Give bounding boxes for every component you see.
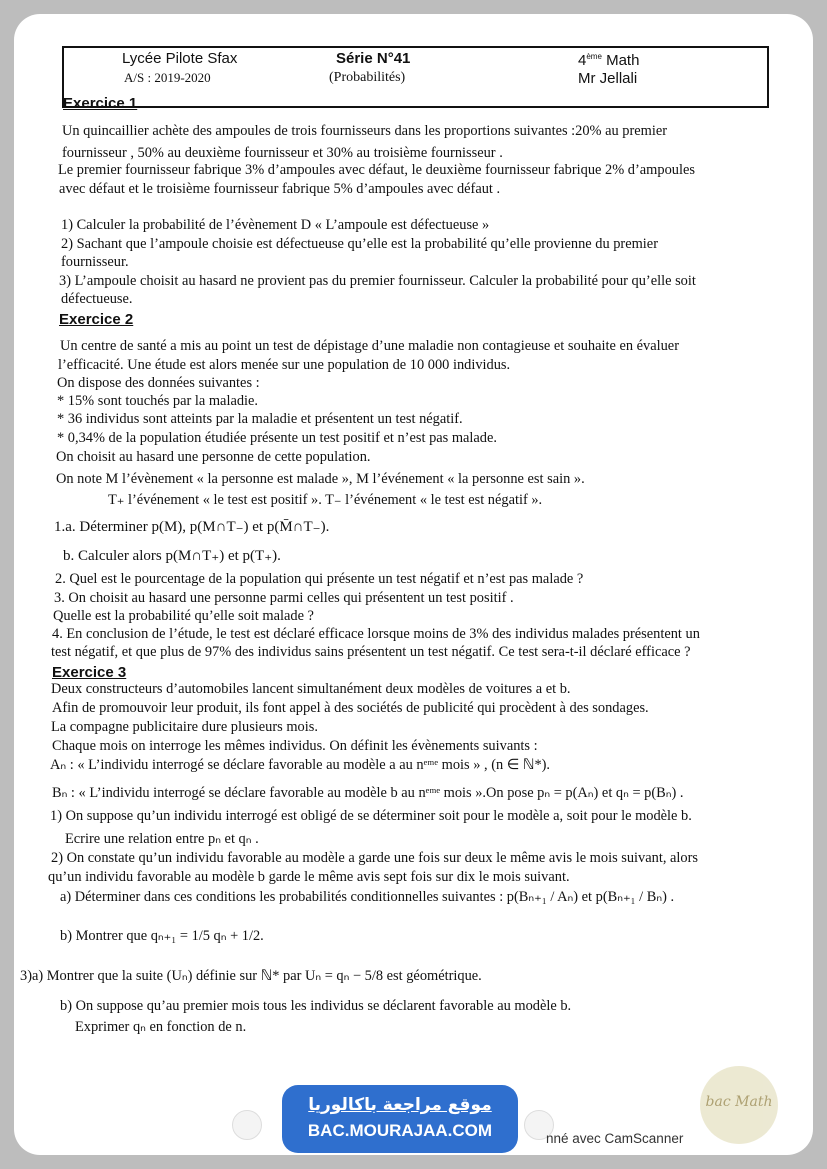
ex1-line: avec défaut et le troisième fournisseur fabrique 5% d’ampoules avec défaut . [59,181,501,197]
ex2-line: * 15% sont touchés par la maladie. [57,393,259,409]
ex3-line: Chaque mois on interroge les mêmes individus. On définit les évènements suivants : [52,738,538,754]
ex3-line: Exprimer qₙ en fonction de n. [75,1019,247,1035]
ex2-line: 3. On choisit au hasard une personne parmi celles qui présentent un test positif . [54,590,514,606]
ex1-line: défectueuse. [61,291,133,307]
site-name-arabic: موقع مراجعة باكالوريا [308,1095,492,1115]
ex3-line: La compagne publicitaire dure plusieurs mois. [51,719,318,735]
ex3-line: Aₙ : « L’individu interrogé se déclare favorable au modèle a au nᵉᵐᵉ mois » , (n ∈ ℕ*). [50,757,551,773]
site-url: BAC.MOURAJAA.COM [307,1121,493,1140]
ex2-line: * 0,34% de la population étudiée présente un test positif et n’est pas malade. [57,430,497,446]
ex1-line: 2) Sachant que l’ampoule choisie est défectueuse qu’elle est la probabilité qu’elle provienne du premier [61,236,658,252]
ex2-line: Quelle est la probabilité qu’elle soit malade ? [53,608,314,624]
ex2-line: 2. Quel est le pourcentage de la population qui présente un test négatif et n’est pas malade ? [55,571,584,587]
class-level: 4ème Math [578,52,640,69]
ex2-line: 4. En conclusion de l’étude, le test est déclaré efficace lorsque moins de 3% des individus malades présentent un [52,626,700,642]
series-number: Série N°41 [336,50,411,67]
ex2-line: On choisit au hasard une personne de cette population. [56,449,371,465]
header-box [62,46,769,108]
ex3-line: 2) On constate qu’un individu favorable au modèle a garde une fois sur deux le même avis le mois suivant, alors [51,850,699,866]
ex1-line: 1) Calculer la probabilité de l’évènement D « L’ampoule est défectueuse » [61,217,490,233]
ex3-line: Deux constructeurs d’automobiles lancent simultanément deux modèles de voitures a et b. [51,681,571,697]
ex2-line: test négatif, et que plus de 97% des individus sains présentent un test négatif. Ce test sera-t-il déclaré efficace ? [51,644,691,660]
ex3-line: b) Montrer que qₙ₊₁ = 1/5 qₙ + 1/2. [60,928,264,944]
book-logo-icon [232,1110,262,1140]
ex3-line: qu’un individu favorable au modèle b garde le même avis sept fois sur dix le mois suivant. [48,869,570,885]
exercise-1-title: Exercice 1 [63,95,138,112]
ex3-line: a) Déterminer dans ces conditions les probabilités conditionnelles suivantes : p(Bₙ₊₁ / Aₙ) et p(Bₙ₊₁ / Bₙ) . [60,889,675,905]
document-page [14,14,813,1155]
ex2-line: T₊ l’événement « le test est positif ». T₋ l’événement « le test est négatif ». [108,492,543,508]
ex3-line: Bₙ : « L’individu interrogé se déclare favorable au modèle b au nᵉᵐᵉ mois ».On pose pₙ = p(Aₙ) et qₙ = p(Bₙ) . [52,785,684,801]
ex2-line: Un centre de santé a mis au point un test de dépistage d’une maladie non contagieuse et souhaite en évaluer [60,338,679,354]
ex2-line: On dispose des données suivantes : [57,375,260,391]
ex1-line: fournisseur , 50% au deuxième fournisseur et 30% au troisième fournisseur . [62,145,503,161]
ex2-line: b. Calculer alors p(M∩T₊) et p(T₊). [63,548,281,564]
ex3-line: Afin de promouvoir leur produit, ils font appel à des sociétés de publicité qui procèdent à des sondages. [52,700,649,716]
exercise-3-title: Exercice 3 [52,664,127,681]
ex1-line: Un quincaillier achète des ampoules de trois fournisseurs dans les proportions suivantes :20% au premier [62,123,668,139]
ex3-line: 1) On suppose qu’un individu interrogé est obligé de se déterminer soit pour le modèle a, soit pour le modèle b. [50,808,692,824]
ex2-line: 1.a. Déterminer p(M), p(M∩T₋) et p(M̄∩T₋). [54,519,330,535]
ex1-line: Le premier fournisseur fabrique 3% d’ampoules avec défaut, le deuxième fournisseur fabrique 2% d’ampoules [58,162,695,178]
ex1-line: 3) L’ampoule choisit au hasard ne provient pas du premier fournisseur. Calculer la probabilité pour qu’elle soit [59,273,696,289]
ex2-line: On note M l’évènement « la personne est malade », M l’événement « la personne est sain ». [56,471,585,487]
ex3-line: b) On suppose qu’au premier mois tous les individus se déclarent favorable au modèle b. [60,998,572,1014]
school-name: Lycée Pilote Sfax [122,50,238,67]
ex3-line: 3)a) Montrer que la suite (Uₙ) définie sur ℕ* par Uₙ = qₙ − 5/8 est géométrique. [20,968,482,984]
ex1-line: fournisseur. [61,254,129,270]
bac-math-watermark: bac Math [700,1066,778,1144]
ex3-line: Ecrire une relation entre pₙ et qₙ . [65,831,259,847]
teacher-name: Mr Jellali [578,70,638,87]
camscanner-label: nné avec CamScanner [546,1131,684,1146]
ex2-line: l’efficacité. Une étude est alors menée sur une population de 10 000 individus. [58,357,511,373]
ex2-line: * 36 individus sont atteints par la maladie et présentent un test négatif. [57,411,463,427]
series-topic: (Probabilités) [329,70,406,85]
school-year: A/S : 2019-2020 [124,70,211,85]
site-badge[interactable] [282,1085,518,1153]
exercise-2-title: Exercice 2 [59,311,134,328]
